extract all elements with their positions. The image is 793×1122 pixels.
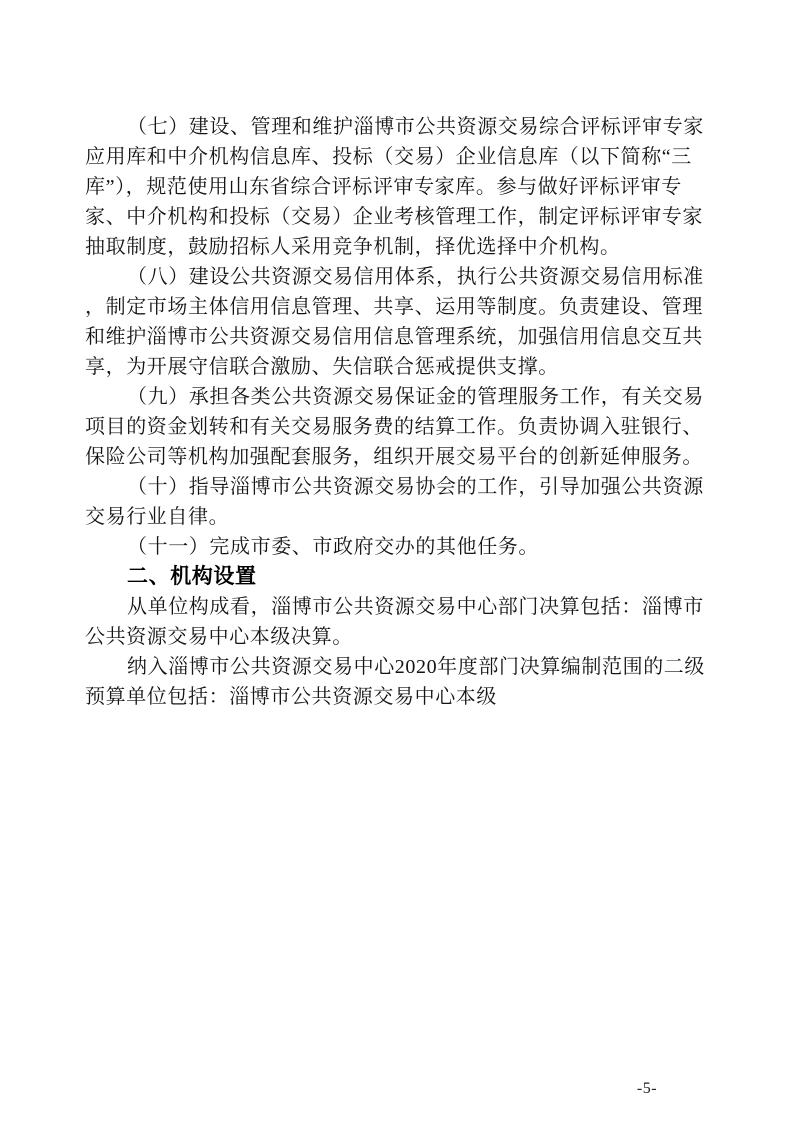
text-line: ，制定市场主体信用信息管理、共享、运用等制度。负责建设、管理: [85, 296, 703, 318]
page-number: -5-: [636, 1080, 658, 1097]
text-line: （八）建设公共资源交易信用体系，执行公共资源交易信用标准: [127, 266, 704, 288]
text-line: 家、中介机构和投标（交易）企业考核管理工作，制定评标评审专家: [85, 206, 703, 228]
text-line: 预算单位包括：淄博市公共资源交易中心本级: [85, 686, 497, 708]
text-line: 纳入淄博市公共资源交易中心2020年度部门决算编制范围的二级: [127, 656, 705, 678]
text-line: （九）承担各类公共资源交易保证金的管理服务工作，有关交易: [127, 386, 704, 408]
text-line: 享，为开展守信联合激励、失信联合惩戒提供支撑。: [85, 356, 559, 378]
text-line: （十一）完成市委、市政府交办的其他任务。: [127, 536, 539, 558]
text-line: 库”），规范使用山东省综合评标评审专家库。参与做好评标评审专: [85, 176, 682, 198]
text-line: 交易行业自律。: [85, 506, 230, 528]
document-text: [85, 112, 710, 712]
text-line: 从单位构成看，淄博市公共资源交易中心部门决算包括：淄博市: [127, 596, 704, 618]
text-line: 保险公司等机构加强配套服务，组织开展交易平台的创新延伸服务。: [85, 446, 703, 468]
text-line: （十）指导淄博市公共资源交易协会的工作，引导加强公共资源: [127, 476, 704, 498]
text-line: 应用库和中介机构信息库、投标（交易）企业信息库（以下简称“三: [85, 146, 692, 168]
text-line: 抽取制度，鼓励招标人采用竞争机制，择优选择中介机构。: [85, 236, 621, 258]
text-line: 公共资源交易中心本级决算。: [85, 626, 353, 648]
text-line: 项目的资金划转和有关交易服务费的结算工作。负责协调入驻银行、: [85, 416, 703, 438]
text-line: （七）建设、管理和维护淄博市公共资源交易综合评标评审专家: [127, 116, 704, 138]
section-heading: 二、机构设置: [127, 565, 257, 588]
text-line: 和维护淄博市公共资源交易信用信息管理系统，加强信用信息交互共: [85, 326, 703, 348]
